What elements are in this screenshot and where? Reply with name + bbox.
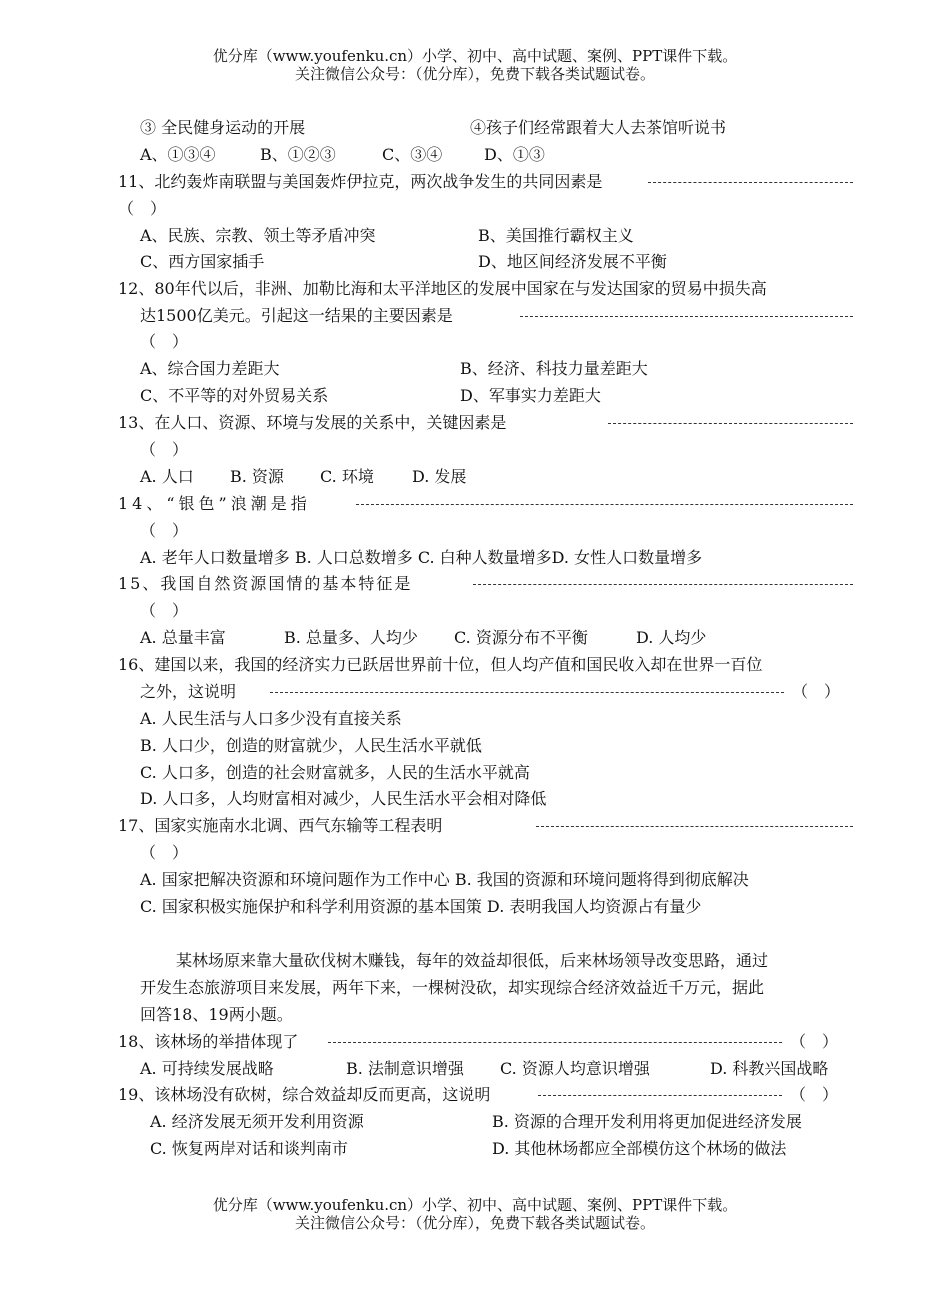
choice-a: A、①③④: [140, 145, 216, 164]
question-15-bracket: （ ）: [140, 601, 189, 620]
q12-option-c: C、不平等的对外贸易关系: [140, 386, 329, 405]
question-13-stem: 13、在人口、资源、环境与发展的关系中，关键因素是: [118, 412, 853, 434]
question-15-stem: 15、我国自然资源国情的基本特征是: [118, 573, 853, 595]
q13-option-a: A. 人口: [140, 467, 194, 486]
q13-option-b: B. 资源: [230, 467, 284, 486]
q15-option-d: D. 人均少: [636, 628, 707, 647]
choice-b: B、①②③: [260, 145, 336, 164]
passage-line-2: 开发生态旅游项目来发展，两年下来，一棵树没砍，却实现综合经济效益近千万元，据此: [140, 978, 765, 997]
q12-option-b: B、经济、科技力量差距大: [460, 359, 648, 378]
q13-option-d: D. 发展: [412, 467, 467, 486]
question-18-options-row: [0, 1058, 950, 1080]
question-11-stem: 11、北约轰炸南联盟与美国轰炸伊拉克，两次战争发生的共同因素是: [118, 171, 853, 193]
header-line-1: 优分库（www.youfenku.cn）小学、初中、高中试题、案例、PPT课件下载。: [212, 47, 738, 65]
q15-option-b: B. 总量多、人均少: [284, 628, 418, 647]
q13-option-c: C. 环境: [320, 467, 374, 486]
q19-option-a: A. 经济发展无须开发利用资源: [150, 1112, 364, 1131]
question-18-stem: 18、该林场的举措体现了 （ ）: [118, 1032, 838, 1051]
q18-option-b: B. 法制意识增强: [346, 1059, 464, 1078]
question-19-bracket: （ ）: [789, 1085, 838, 1104]
q18-option-c: C. 资源人均意识增强: [500, 1059, 650, 1078]
footer-line-2: 关注微信公众号：（优分库），免费下载各类试题试卷。: [294, 1214, 655, 1232]
question-19-stem: 19、该林场没有砍树，综合效益却反而更高，这说明 （ ）: [118, 1085, 838, 1104]
question-12-options-row-1: [0, 358, 950, 380]
question-11-options-row-1: [0, 225, 950, 247]
answer-leader-line: [270, 692, 784, 693]
q16-option-d: D. 人口多，人均财富相对减少，人民生活水平会相对降低: [140, 789, 547, 808]
q19-option-d: D. 其他林场都应全部模仿这个林场的做法: [492, 1139, 787, 1158]
q16-option-c: C. 人口多，创造的社会财富就多，人民的生活水平就高: [140, 763, 530, 782]
option-4: ④孩子们经常跟着大人去茶馆听说书: [470, 118, 727, 137]
question-19-options-row-2: [0, 1138, 950, 1160]
q15-option-c: C. 资源分布不平衡: [454, 628, 588, 647]
question-14-stem: 14、“银色”浪潮是指: [118, 493, 853, 515]
question-17-bracket: （ ）: [140, 843, 189, 862]
answer-leader-line: [328, 1042, 782, 1043]
q19-option-b: B. 资源的合理开发利用将更加促进经济发展: [492, 1112, 802, 1131]
question-15-options-row: [0, 627, 950, 649]
question-12-stem-2: 达1500亿美元。引起这一结果的主要因素是: [140, 305, 853, 327]
question-12-options-row-2: [0, 385, 950, 407]
question-14-bracket: （ ）: [140, 521, 189, 540]
question-14-options: A. 老年人口数量增多 B. 人口总数增多 C. 白种人数量增多D. 女性人口数量增多: [140, 548, 703, 567]
answer-leader-line: [473, 584, 853, 585]
choice-c: C、③④: [382, 145, 443, 164]
question-18-bracket: （ ）: [789, 1032, 838, 1051]
q17-options-row-2: C. 国家积极实施保护和科学利用资源的基本国策 D. 表明我国人均资源占有量少: [140, 897, 702, 916]
q16-option-a: A. 人民生活与人口多少没有直接关系: [140, 709, 402, 728]
answer-leader-line: [648, 182, 853, 183]
prev-question-choices-row: [0, 144, 950, 166]
option-3: ③ 全民健身运动的开展: [140, 118, 306, 137]
question-11-options-row-2: [0, 251, 950, 273]
answer-leader-line: [538, 1095, 782, 1096]
q12-option-d: D、军事实力差距大: [460, 386, 601, 405]
answer-leader-line: [608, 423, 853, 424]
answer-leader-line: [356, 504, 853, 505]
q16-option-b: B. 人口少，创造的财富就少，人民生活水平就低: [140, 736, 482, 755]
choice-d: D、①③: [484, 145, 545, 164]
question-17-stem: 17、国家实施南水北调、西气东输等工程表明: [118, 815, 853, 837]
question-13-options-row: [0, 466, 950, 488]
answer-leader-line: [536, 826, 853, 827]
q11-option-b: B、美国推行霸权主义: [478, 226, 634, 245]
q15-option-a: A. 总量丰富: [140, 628, 226, 647]
q12-option-a: A、综合国力差距大: [140, 359, 280, 378]
question-12-bracket: （ ）: [140, 332, 189, 351]
q11-option-c: C、西方国家插手: [140, 252, 265, 271]
question-11-bracket: （ ）: [118, 199, 167, 218]
header-line-2: 关注微信公众号：（优分库），免费下载各类试题试卷。: [294, 65, 655, 83]
footer-line-1: 优分库（www.youfenku.cn）小学、初中、高中试题、案例、PPT课件下载。: [212, 1196, 738, 1214]
passage-line-1: 某林场原来靠大量砍伐树木赚钱，每年的效益却很低，后来林场领导改变思路，通过: [176, 951, 769, 970]
question-12-stem-1: 12、80年代以后，非洲、加勒比海和太平洋地区的发展中国家在与发达国家的贸易中损失高: [118, 279, 767, 298]
question-16-stem-1: 16、建国以来，我国的经济实力已跃居世界前十位，但人均产值和国民收入却在世界一百位: [118, 655, 763, 674]
q19-option-c: C. 恢复两岸对话和谈判南市: [150, 1139, 348, 1158]
answer-leader-line: [520, 316, 853, 317]
passage-line-3: 回答18、19两小题。: [140, 1005, 293, 1024]
q18-option-d: D. 科教兴国战略: [710, 1059, 829, 1078]
q11-option-d: D、地区间经济发展不平衡: [478, 252, 667, 271]
q11-option-a: A、民族、宗教、领土等矛盾冲突: [140, 226, 376, 245]
question-16-bracket: （ ）: [791, 682, 840, 701]
prev-question-options-row: [0, 117, 950, 139]
question-16-stem-2: 之外，这说明 （ ）: [140, 682, 840, 701]
q17-options-row-1: A. 国家把解决资源和环境问题作为工作中心 B. 我国的资源和环境问题将得到彻底解决: [140, 870, 749, 889]
q18-option-a: A. 可持续发展战略: [140, 1059, 274, 1078]
question-19-options-row-1: [0, 1111, 950, 1133]
question-13-bracket: （ ）: [140, 440, 189, 459]
